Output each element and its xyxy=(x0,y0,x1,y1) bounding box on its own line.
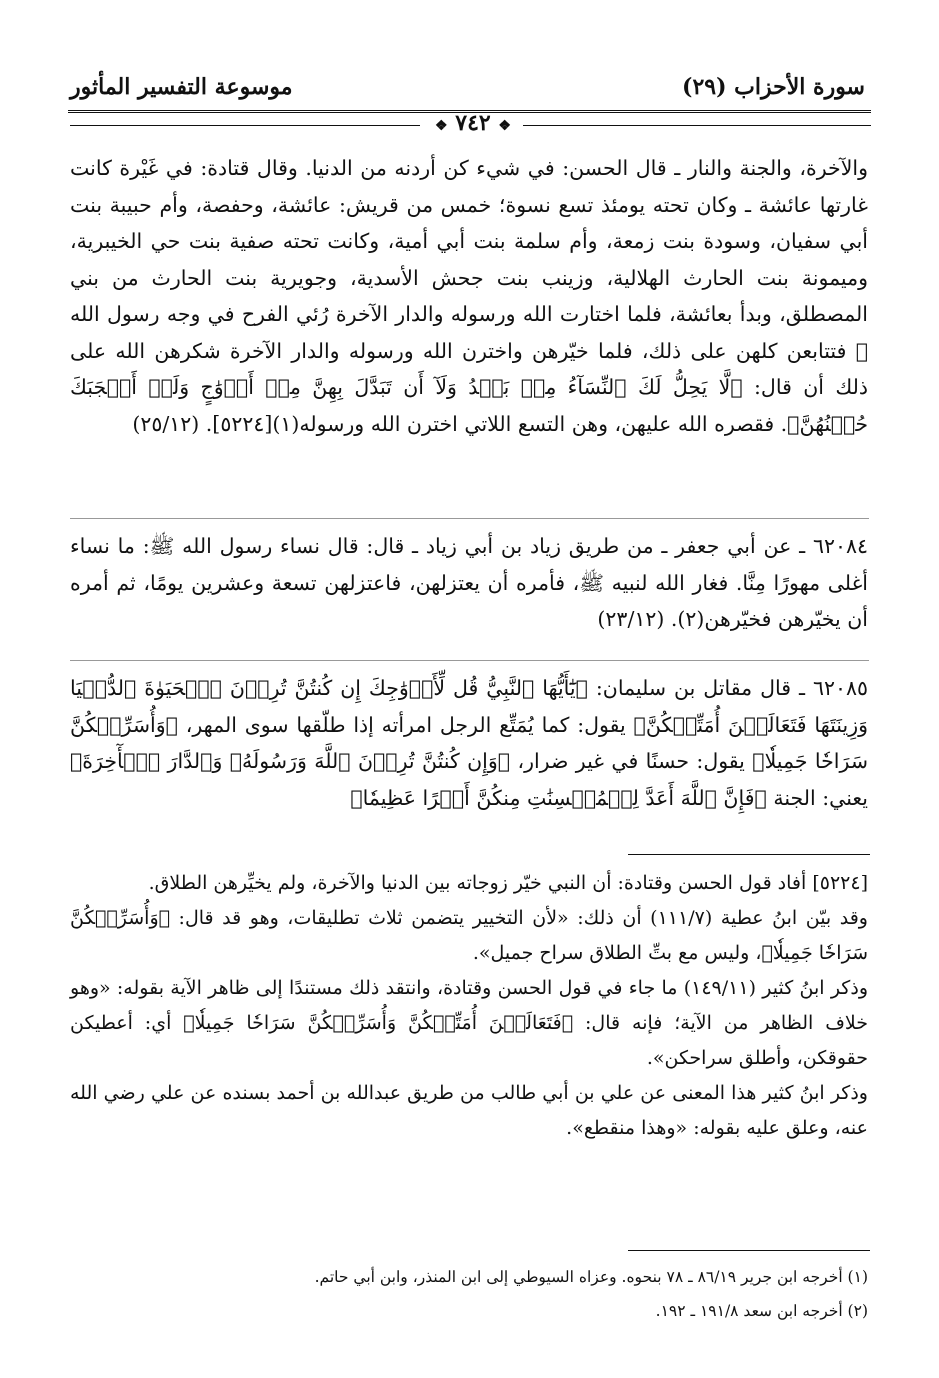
hadith-62085 xyxy=(70,670,868,816)
footnote-rule xyxy=(628,1250,870,1251)
commentary-paragraph: وقد بيّن ابنُ عطية (١١١/٧) أن ذلك: «لأن التخيير يتضمن ثلاث تطليقات، وهو قد قال: ﴿وَأُسَرِّحۡكُنَّ سَرَاحٗا جَمِيلٗا﴾، وليس مع بتِّ الطلاق سراح جميل». xyxy=(70,907,868,964)
ornament-icon: ❖ xyxy=(435,118,448,134)
page-number-rule-left xyxy=(70,125,420,126)
commentary-rule xyxy=(628,854,870,855)
commentary-paragraph: [٥٢٢٤] أفاد قول الحسن وقتادة: أن النبي خيّر زوجاته بين الدنيا والآخرة، ولم يخيِّرهن الطلاق. xyxy=(148,872,868,894)
running-title-right: سورة الأحزاب (٢٩) xyxy=(682,74,865,100)
footnote: (٢) أخرجه ابن سعد ١٩١/٨ ـ ١٩٢. xyxy=(655,1302,868,1320)
commentary-paragraph: وذكر ابنُ كثير هذا المعنى عن علي بن أبي طالب من طريق عبدالله بن أحمد بسنده عن علي رضي الله عنه، وعلق عليه بقوله: «وهذا منقطع». xyxy=(70,1082,868,1139)
running-title-left: موسوعة التفسير المأثور xyxy=(70,74,293,100)
hadith-separator xyxy=(70,660,869,661)
page-number-rule-right xyxy=(523,125,871,126)
commentary-paragraph: وذكر ابنُ كثير (١٤٩/١١) ما جاء في قول الحسن وقتادة، وانتقد ذلك مستندًا إلى ظاهر الآية بقوله: «وهو خلاف الظاهر من الآية؛ فإنه قال: ﴿فَتَعَالَيۡنَ أُمَتِّعۡكُنَّ وَأُسَرِّحۡكُنَّ سَرَاحٗا جَمِيلٗا﴾ أي: أعطيكن حقوقكن، وأطلق سراحكن». xyxy=(70,977,868,1069)
page-number xyxy=(420,110,526,136)
ornament-icon: ❖ xyxy=(498,118,511,134)
commentary xyxy=(70,866,868,1146)
hadith-text: ٦٢٠٨٤ ـ عن أبي جعفر ـ من طريق زياد بن أبي زياد ـ قال: قال نساء رسول الله ﷺ: ما نساء أغلى مهورًا مِنَّا. فغار الله لنبيه ﷺ، فأمره أن يعتزلهن، فاعتزلهن تسعة وعشرين يومًا، ثم أمره أن يخيّرهن فخيّرهن(٢). (٢٣/١٢) xyxy=(70,534,868,631)
main-text xyxy=(70,150,868,442)
hadith-text: ٦٢٠٨٥ ـ قال مقاتل بن سليمان: ﴿يَٰٓأَيُّهَا ٱلنَّبِيُّ قُل لِّأَزۡوَٰجِكَ إِن كُنتُنَّ تُرِدۡنَ ٱلۡحَيَوٰةَ ٱلدُّنۡيَا وَزِينَتَهَا فَتَعَالَيۡنَ أُمَتِّعۡكُنَّ﴾ يقول: كما يُمَتِّع الرجل امرأته إذا طلّقها سوى المهر، ﴿وَأُسَرِّحۡكُنَّ سَرَاحٗا جَمِيلٗا﴾ يقول: حسنًا في غير ضرار، ﴿وَإِن كُنتُنَّ تُرِدۡنَ ٱللَّهَ وَرَسُولَهُۥ وَٱلدَّارَ ٱلۡأٓخِرَةَ﴾ يعني: الجنة ﴿فَإِنَّ ٱللَّهَ أَعَدَّ لِلۡمُحۡسِنَٰتِ مِنكُنَّ أَجۡرًا عَظِيمٗا﴾ xyxy=(70,676,868,810)
page-number-text: ٧٤٢ xyxy=(455,110,491,136)
footnotes xyxy=(70,1260,868,1328)
paragraph-continuation: والآخرة، والجنة والنار ـ قال الحسن: في شيء كن أردنه من الدنيا. وقال قتادة: في غَيْرة كانت غارتها عائشة ـ وكان تحته يومئذ تسع نسوة؛ خمس من قريش: عائشة، وحفصة، وأم حبيبة بنت أبي سفيان، وسودة بنت زمعة، وأم سلمة بنت أبي أمية، وكانت تحته صفية بنت حي الخيبرية، وميمونة بنت الحارث الهلالية، وزينب بنت جحش الأسدية، وجويرية بنت الحارث من بني المصطلق، وبدأ بعائشة، فلما اختارت الله ورسوله والدار الآخرة رُئي الفرح في وجه رسول الله ﷺ فتتابعن كلهن على ذلك، فلما خيّرهن واخترن الله ورسوله والدار الآخرة شكرهن الله على ذلك أن قال: ﴿لَّا يَحِلُّ لَكَ ٱلنِّسَآءُ مِنۢ بَعۡدُ وَلَآ أَن تَبَدَّلَ بِهِنَّ مِنۡ أَزۡوَٰجٍ وَلَوۡ أَعۡجَبَكَ حُسۡنُهُنَّ﴾. فقصره الله عليهن، وهن التسع اللاتي اخترن الله ورسوله(١)[٥٢٢٤]. (٢٥/١٢) xyxy=(70,156,868,436)
footnote: (١) أخرجه ابن جرير ٨٦/١٩ ـ ٧٨ بنحوه. وعزاه السيوطي إلى ابن المنذر، وابن أبي حاتم. xyxy=(314,1268,868,1286)
hadith-62084 xyxy=(70,528,868,638)
hadith-separator xyxy=(70,518,869,519)
